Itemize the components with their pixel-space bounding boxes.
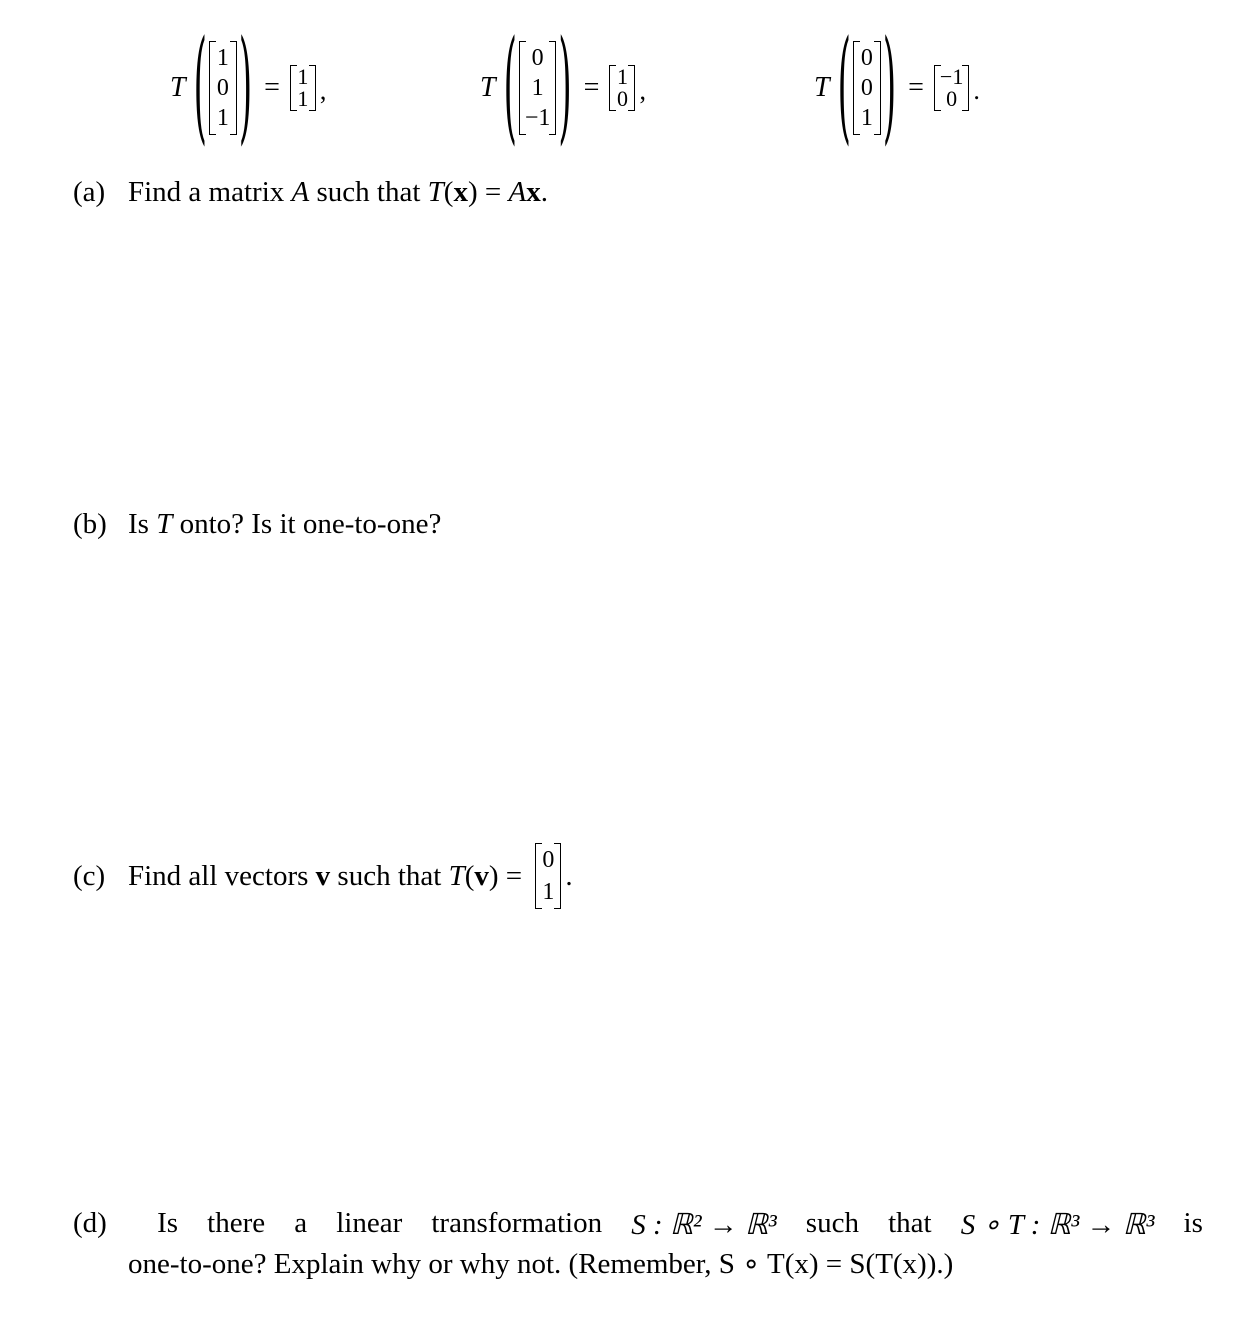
vector-entry: 0 (531, 45, 544, 71)
question-word: linear (336, 1207, 403, 1239)
vector-entry: 0 (216, 75, 229, 101)
equation-1 (170, 16, 327, 161)
question-text: onto? Is it one-to-one? (172, 508, 442, 540)
question-word: transformation (431, 1207, 603, 1239)
question-text: ( (464, 859, 475, 892)
open-paren: ( (837, 16, 851, 161)
question-text: Find all vectors (128, 859, 316, 892)
math-vector: v (474, 859, 489, 892)
question-text: ) = (467, 176, 509, 208)
close-paren: ) (882, 16, 897, 161)
question-word: there (207, 1207, 266, 1239)
vector-entry: 1 (216, 105, 229, 131)
vector-entry: 0 (616, 86, 628, 111)
vector-entry: 1 (297, 64, 309, 89)
output-vector (290, 65, 316, 111)
vector-entry: 1 (297, 86, 309, 111)
output-vector (609, 65, 635, 111)
question-d-line-1 (73, 1207, 1203, 1242)
vector-entry: 1 (531, 75, 544, 101)
question-word: is (1183, 1207, 1203, 1239)
math-vector: v (315, 859, 331, 892)
question-d-line-2: one-to-one? Explain why or why not. (Remember, S ∘ T(x) = S(T(x)).) (128, 1248, 954, 1280)
question-text: ( (443, 176, 454, 208)
question-label: (b) (73, 508, 107, 540)
punctuation: , (639, 76, 646, 105)
vector-entry: 1 (860, 105, 873, 131)
vector-entry: 0 (542, 847, 555, 873)
close-paren: ) (558, 16, 572, 161)
question-c (73, 838, 573, 914)
function-symbol: T (170, 72, 186, 103)
math-expression: S ∘ T : ℝ³ → ℝ³ (960, 1209, 1155, 1241)
punctuation: , (319, 76, 327, 105)
question-a (73, 176, 548, 209)
question-text: . (565, 859, 573, 892)
vector-entry: 0 (860, 75, 873, 101)
target-vector (535, 843, 561, 909)
open-paren: ( (503, 16, 517, 161)
question-label: (a) (73, 176, 106, 208)
question-text: ) = (488, 859, 530, 892)
question-text: such that (309, 176, 428, 208)
math-var: T (448, 859, 465, 892)
question-label: (d) (73, 1207, 107, 1239)
question-label: (c) (73, 859, 106, 892)
vector-entry: 0 (946, 86, 958, 111)
open-paren: ( (193, 16, 207, 161)
question-d (73, 1207, 1203, 1281)
math-var: A (508, 176, 527, 208)
vector-entry: 0 (860, 45, 873, 71)
question-text: . (540, 176, 548, 208)
output-vector (934, 65, 969, 111)
input-vector (853, 41, 881, 135)
punctuation: . (973, 76, 980, 105)
vector-entry: 1 (616, 64, 628, 89)
equals-sign: = (583, 72, 600, 103)
close-paren: ) (238, 16, 253, 161)
math-var: A (291, 176, 310, 208)
math-vector: x (526, 176, 541, 208)
given-equations (0, 16, 1235, 161)
question-word: Is (157, 1207, 179, 1239)
question-text: such that (330, 859, 449, 892)
equals-sign: = (264, 72, 280, 103)
function-symbol: T (814, 72, 830, 103)
question-word: that (888, 1207, 932, 1239)
input-vector (519, 41, 557, 135)
question-word: a (294, 1207, 308, 1239)
equation-3 (814, 16, 980, 161)
vector-entry: −1 (524, 105, 551, 131)
math-expression: S : ℝ² → ℝ³ (631, 1209, 777, 1241)
question-word: such (805, 1207, 859, 1239)
vector-entry: 1 (542, 879, 555, 905)
math-var: T (427, 176, 444, 208)
equation-2 (480, 16, 646, 161)
vector-entry: −1 (939, 64, 964, 89)
function-symbol: T (480, 72, 496, 103)
equals-sign: = (908, 72, 924, 103)
question-text: Find a matrix (128, 176, 292, 208)
math-vector: x (453, 176, 468, 208)
math-var: T (156, 508, 173, 540)
input-vector (209, 41, 237, 135)
question-b (73, 508, 441, 541)
question-text: Is (128, 508, 157, 540)
vector-entry: 1 (216, 45, 229, 71)
